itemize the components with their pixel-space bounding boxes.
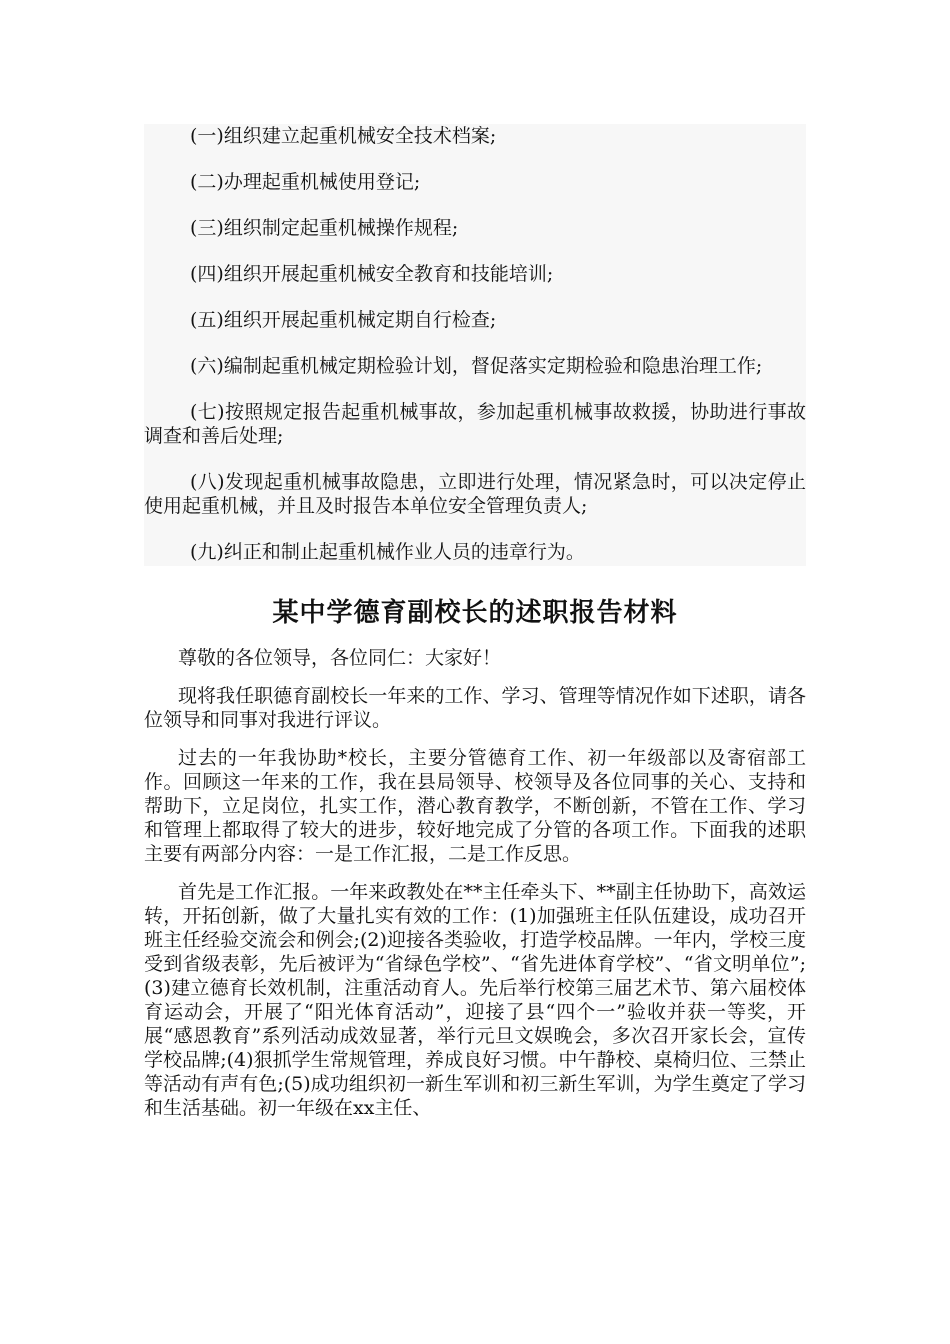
duty-item-5: (五)组织开展起重机械定期自行检查;	[190, 309, 497, 331]
report-title: 某中学德育副校长的述职报告材料	[272, 598, 678, 628]
duty-item-4: (四)组织开展起重机械安全教育和技能培训;	[190, 263, 554, 285]
greeting-paragraph: 尊敬的各位领导，各位同仁：大家好！	[178, 647, 502, 669]
duty-item-6: (六)编制起重机械定期检验计划，督促落实定期检验和隐患治理工作;	[190, 355, 763, 377]
duty-item-9: (九)纠正和制止起重机械作业人员的违章行为。	[190, 541, 585, 563]
overview-paragraph: 过去的一年我协助*校长，主要分管德育工作、初一年级部以及寄宿部工作。回顾这一年来的工作，我在县局领导、校领导及各位同事的关心、支持和帮助下，立足岗位，扎实工作，潜心教育教学，不断创新，不管在工作、学习和管理上都取得了较大的进步，较好地完成了分管的各项工作。下面我的述职主要有两部分内容：一是工作汇报，二是工作反思。	[144, 747, 806, 865]
document-page	[144, 124, 806, 1134]
duty-item-7: (七)按照规定报告起重机械事故，参加起重机械事故救援，协助进行事故调查和善后处理;	[144, 401, 806, 447]
intro-paragraph: 现将我任职德育副校长一年来的工作、学习、管理等情况作如下述职，请各位领导和同事对我进行评议。	[144, 685, 806, 731]
duty-item-1: (一)组织建立起重机械安全技术档案;	[190, 125, 497, 147]
duty-item-3: (三)组织制定起重机械操作规程;	[190, 217, 459, 239]
work-report-paragraph: 首先是工作汇报。一年来政教处在**主任牵头下、**副主任协助下，高效运转，开拓创新，做了大量扎实有效的工作：(1)加强班主任队伍建设，成功召开班主任经验交流会和例会;(2)迎接各类验收，打造学校品牌。一年内，学校三度受到省级表彰，先后被评为“省绿色学校”、“省先进体育学校”、“省文明单位”;(3)建立德育长效机制，注重活动育人。先后举行校第三届艺术节、第六届校体育运动会，开展了“阳光体育活动”，迎接了县“四个一”验收并获一等奖，开展“感恩教育”系列活动成效显著，举行元旦文娱晚会，多次召开家长会，宣传学校品牌;(4)狠抓学生常规管理，养成良好习惯。中午静校、桌椅归位、三禁止等活动有声有色;(5)成功组织初一新生军训和初三新生军训，为学生奠定了学习和生活基础。初一年级在xx主任、	[144, 881, 806, 1119]
duty-item-8: (八)发现起重机械事故隐患，立即进行处理，情况紧急时，可以决定停止使用起重机械，并且及时报告本单位安全管理负责人;	[144, 471, 806, 517]
duty-item-2: (二)办理起重机械使用登记;	[190, 171, 421, 193]
duty-list-section	[144, 124, 806, 566]
